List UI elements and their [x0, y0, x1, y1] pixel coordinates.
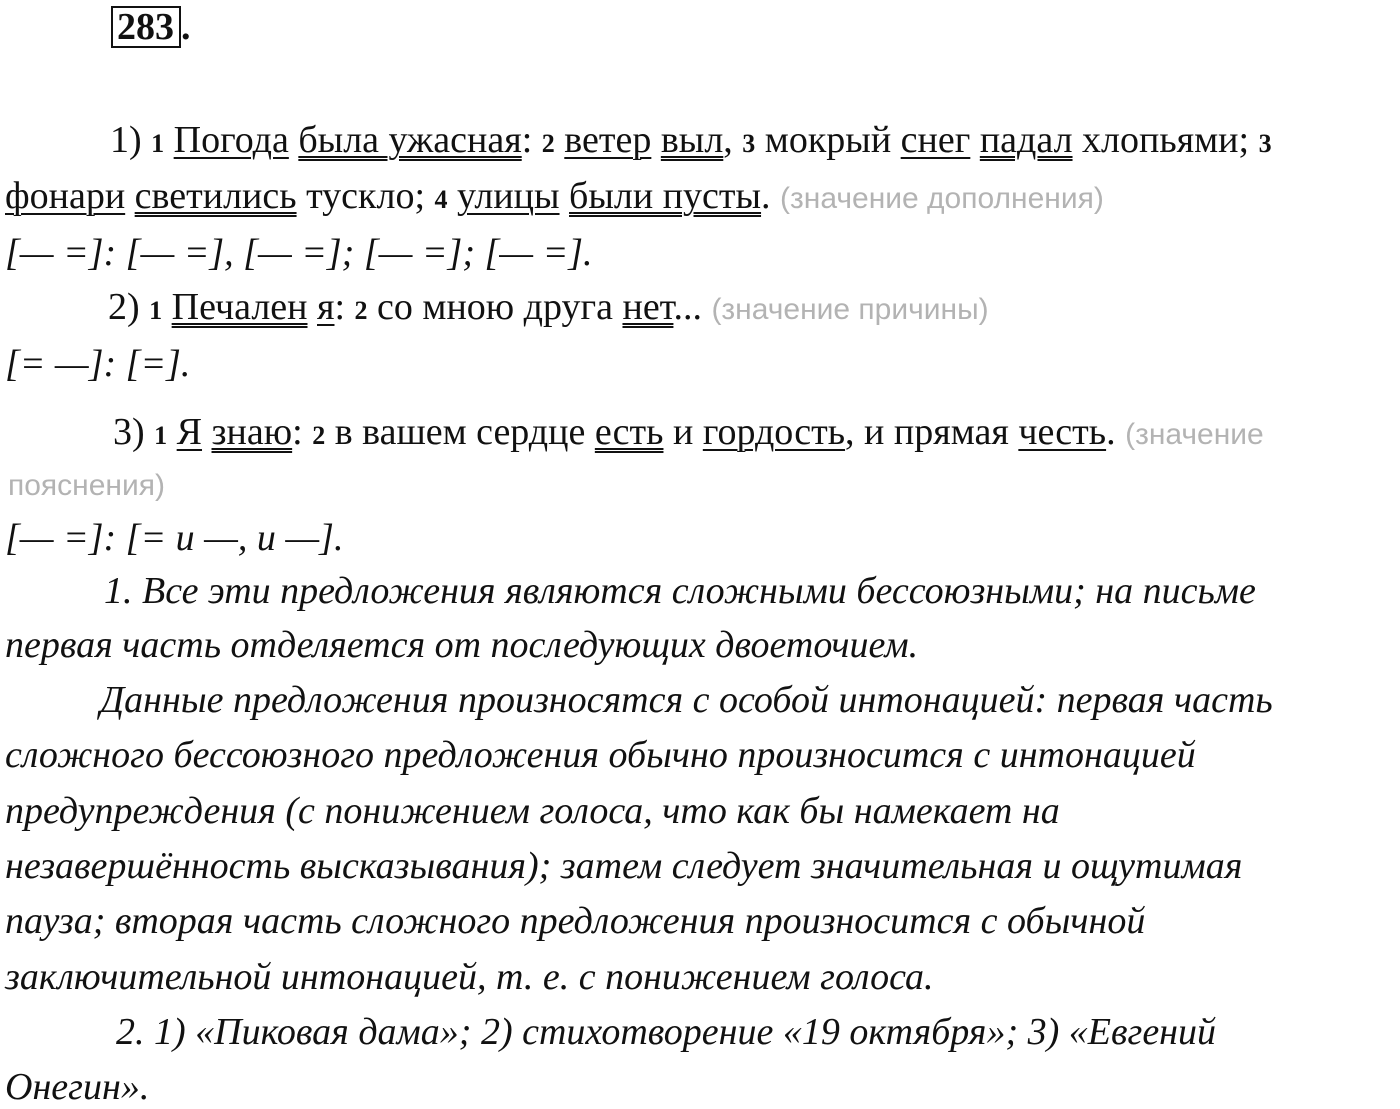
word: и — [672, 411, 694, 453]
predicate: были пусты — [569, 175, 762, 217]
subject: Я — [176, 411, 203, 453]
meaning-note-continued: пояснения) — [8, 469, 165, 502]
clause-number: 2 — [312, 421, 326, 450]
subject: я — [317, 286, 335, 328]
clause-number: 4 — [434, 185, 448, 214]
explanation-line: предупреждения (с понижением голоса, что как бы намекает на — [5, 790, 1060, 832]
task-number: 283 . — [111, 6, 191, 48]
predicate: выл — [660, 119, 724, 161]
sentence-1-label: 1) — [110, 119, 142, 161]
sentence-2-scheme: [= —]: [=]. — [5, 343, 191, 385]
predicate: падал — [979, 119, 1073, 161]
explanation-line: сложного бессоюзного предложения обычно произносится с интонацией — [5, 734, 1196, 776]
sentence-3-line-1 — [113, 410, 1264, 458]
punctuation: : — [521, 119, 533, 161]
word: , и прямая — [845, 411, 1009, 453]
predicate: знаю — [211, 411, 293, 453]
sentence-3-scheme: [— =]: [= и —, и —]. — [5, 517, 344, 559]
word: хлопьями; — [1082, 119, 1250, 161]
word: в вашем сердце — [334, 411, 586, 453]
explanation-line: незавершённость высказывания); затем следует значительная и ощутимая — [5, 845, 1243, 887]
predicate: была ужасная — [298, 119, 522, 161]
explanation-line: пауза; вторая часть сложного предложения произносится с обычной — [5, 900, 1146, 942]
subject: фонари — [5, 175, 126, 217]
clause-number: 1 — [154, 421, 168, 450]
answer-line: Онегин». — [5, 1066, 150, 1108]
answer-line: 2. 1) «Пиковая дама»; 2) стихотворение «19 октября»; 3) «Евгений — [116, 1011, 1217, 1053]
punctuation: , — [723, 119, 733, 161]
clause-number: 2 — [541, 129, 555, 158]
explanation-line: заключительной интонацией, т. е. с понижением голоса. — [5, 956, 934, 998]
clause-number: 1 — [151, 129, 165, 158]
punctuation: . — [761, 175, 771, 217]
punctuation: ... — [673, 286, 702, 328]
word: тускло; — [306, 175, 426, 217]
punctuation: . — [1106, 411, 1116, 453]
predicate: светились — [134, 175, 297, 217]
punctuation: : — [292, 411, 303, 453]
subject: честь — [1018, 411, 1107, 453]
clause-number: 3 — [1258, 129, 1272, 158]
predicate: есть — [594, 411, 664, 453]
sentence-1-scheme: [— =]: [— =], [— =]; [— =]; [— =]. — [5, 232, 593, 274]
word: со мною друга — [377, 286, 613, 328]
subject: ветер — [564, 119, 652, 161]
meaning-note: (значение — [1125, 418, 1264, 451]
sentence-1-line-2 — [5, 174, 1104, 222]
predicate: Печален — [171, 286, 308, 328]
predicate: нет — [622, 286, 674, 328]
meaning-note: (значение дополнения) — [780, 182, 1104, 215]
task-number-box: 283 — [111, 6, 181, 48]
explanation-line: 1. Все эти предложения являются сложными бессоюзными; на письме — [104, 570, 1256, 612]
meaning-note: (значение причины) — [711, 293, 989, 326]
clause-number: 1 — [149, 296, 163, 325]
clause-number: 3 — [742, 129, 756, 158]
subject: Погода — [173, 119, 289, 161]
subject: снег — [900, 119, 971, 161]
clause-number: 2 — [354, 296, 368, 325]
sentence-2-line-1 — [108, 285, 989, 333]
explanation-line: Данные предложения произносятся с особой интонацией: первая часть — [100, 679, 1273, 721]
sentence-3-label: 3) — [113, 411, 145, 453]
word: мокрый — [764, 119, 892, 161]
explanation-line: первая часть отделяется от последующих двоеточием. — [5, 624, 919, 666]
sentence-2-label: 2) — [108, 286, 140, 328]
subject: гордость — [702, 411, 846, 453]
sentence-1-line-1 — [110, 118, 1272, 166]
subject: улицы — [457, 175, 560, 217]
punctuation: : — [334, 286, 346, 328]
